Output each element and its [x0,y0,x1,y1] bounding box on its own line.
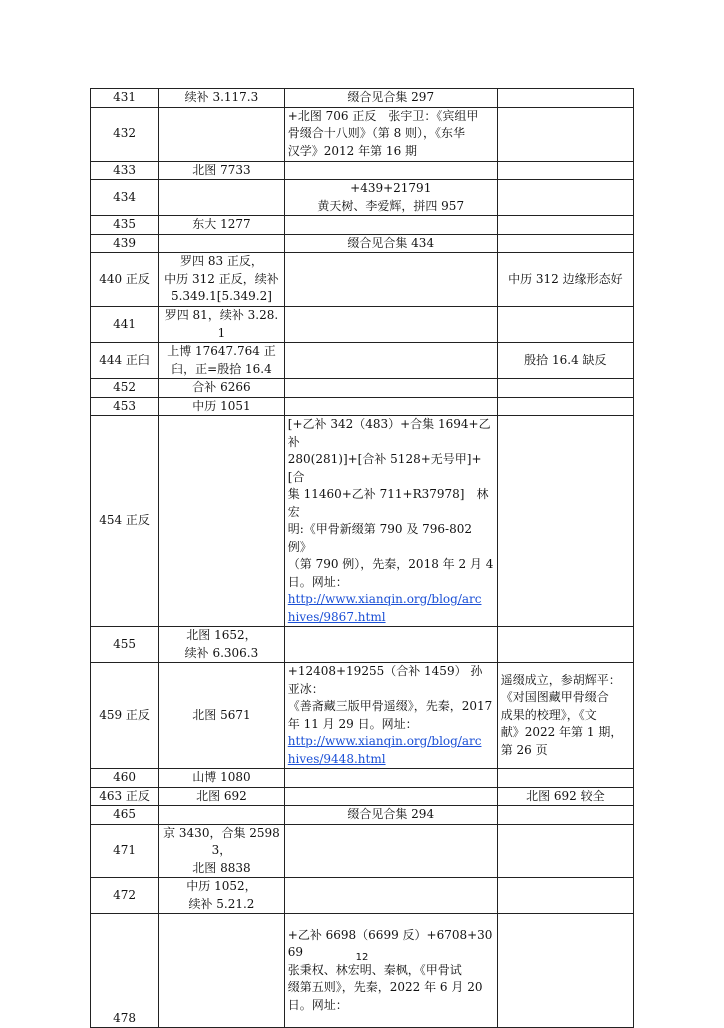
cell-note [497,180,633,216]
cell-number: 432 [91,107,159,161]
cell-number: 478 [91,914,159,1028]
cell-number: 471 [91,824,159,878]
cell-join-info-line: 张秉权、林宏明、秦枫，《甲骨试 [287,962,462,977]
cell-join-info-line: 缀合见合集 434 [347,235,435,250]
cell-join-info [284,397,497,416]
cell-source [159,180,285,216]
cell-source [159,253,285,307]
cell-join-info-line: 缀合见合集 294 [347,807,435,821]
cell-note [497,234,633,253]
cell-source [159,397,285,416]
cell-note [497,787,633,806]
cell-join-info [284,107,497,161]
cell-join-info [284,161,497,180]
cell-source-line: 续补 6.306.3 [184,645,259,660]
cell-source [159,89,285,108]
cell-source-line: 北图 8838 [192,860,251,875]
cell-note [497,824,633,878]
cell-note [497,416,633,627]
cell-note [497,806,633,825]
cell-source-line: 北图 692 [196,788,247,803]
table-body [91,89,634,1028]
table-row [91,806,634,825]
cell-join-info-line: [+乙补 342（483）+合集 1694+乙补 [287,417,491,449]
cell-join-info [284,787,497,806]
cell-source [159,343,285,379]
cell-number: 453 [91,397,159,416]
cell-join-info [284,307,497,343]
cell-join-info-line: +12408+19255（合补 1459） 孙亚冰： [287,664,483,696]
cell-source-line: 5.349.1[5.349.2] [170,289,272,304]
cell-join-info [284,89,497,108]
cell-join-info [284,824,497,878]
table-row [91,343,634,379]
cell-number: 460 [91,769,159,788]
table-row [91,769,634,788]
cell-note [497,307,633,343]
cell-join-info [284,878,497,914]
cell-source [159,234,285,253]
cell-note [497,253,633,307]
cell-join-info-line: （第 790 例），先秦，2018 年 2 月 4 [287,557,494,571]
cell-source [159,161,285,180]
cell-note-line: 北图 692 较全 [526,788,605,803]
document-table [90,88,634,1028]
cell-source-line: 山博 1080 [192,770,251,784]
cell-source [159,806,285,825]
cell-number: 441 [91,307,159,343]
cell-note [497,878,633,914]
table-row [91,107,634,161]
cell-join-info [284,769,497,788]
cell-source-line: 北图 5671 [192,707,251,722]
table-row [91,663,634,769]
page-number: 12 [355,952,369,963]
cell-join-info [284,914,497,1028]
cell-join-info [284,663,497,769]
table-row [91,180,634,216]
cell-number: 455 [91,627,159,663]
cell-note [497,379,633,398]
cell-note [497,216,633,235]
cell-source-line: 合补 6266 [192,380,251,394]
cell-note [497,627,633,663]
cell-number: 452 [91,379,159,398]
cell-number: 439 [91,234,159,253]
cell-join-info-line: 缀第五则》，先秦，2022 年 6 月 20 [287,980,483,995]
cell-note-line: 遥缀成立，参胡辉平： [500,672,621,687]
cell-source-line: 东大 1277 [192,217,251,231]
cell-source [159,307,285,343]
cell-source-line: 臼，正=殷拾 16.4 [171,361,272,376]
cell-note [497,107,633,161]
cell-source [159,416,285,627]
cell-number: 459 正反 [91,663,159,769]
cell-number: 472 [91,878,159,914]
cell-source-line: 京 3430，合集 25983， [163,825,280,857]
cell-join-info [284,806,497,825]
cell-source [159,663,285,769]
cell-join-info [284,234,497,253]
table-row [91,397,634,416]
cell-number: 434 [91,180,159,216]
cell-source-line: 续补 5.21.2 [188,896,255,911]
table-row [91,379,634,398]
cell-source [159,216,285,235]
cell-source [159,107,285,161]
cell-number: 440 正反 [91,253,159,307]
cell-source-line: 罗四 81，续补 3.28.1 [164,308,279,340]
cell-join-info-line: 280(281)]+[合补 5128+无号甲]+[合 [287,452,482,484]
cell-join-info [284,180,497,216]
url-link[interactable]: http://www.xianqin.org/blog/arc [287,592,482,606]
cell-note-line: 成果的校理》，《文 [500,707,597,722]
cell-number: 454 正反 [91,416,159,627]
cell-source-line: 罗四 83 正反， [180,254,263,269]
cell-source [159,787,285,806]
url-link[interactable]: http://www.xianqin.org/blog/arc [287,734,482,748]
cell-join-info-line: 集 11460+乙补 711+R37978] 林宏 [287,487,489,519]
cell-source [159,878,285,914]
cell-note [497,343,633,379]
cell-join-info-line: 年 11 月 29 日。网址： [287,716,418,731]
cell-note-line: 《对国图藏甲骨缀合 [500,690,609,705]
cell-join-info [284,627,497,663]
table-row [91,914,634,1028]
table-row [91,787,634,806]
cell-number: 433 [91,161,159,180]
cell-join-info-line: 骨缀合十八则》（第 8 则），《东华 [287,126,466,141]
url-link[interactable]: hives/9867.html [287,609,386,624]
cell-join-info [284,216,497,235]
cell-source-line: 上博 17647.764 正 [167,344,276,358]
cell-join-info [284,253,497,307]
cell-note-line: 殷拾 16.4 缺反 [524,352,607,367]
cell-source-line: 北图 1652， [186,628,257,642]
cell-join-info-line: +北图 706 正反 张宇卫：《宾组甲 [287,108,479,123]
cell-join-info-line: 明:《甲骨新缀第 790 及 796-802 例》 [287,522,473,554]
cell-number: 463 正反 [91,787,159,806]
cell-join-info [284,379,497,398]
url-link[interactable]: hives/9448.html [287,751,386,766]
table-row [91,627,634,663]
cell-join-info-line: 汉学》2012 年第 16 期 [287,143,418,158]
table-row [91,824,634,878]
table-row [91,234,634,253]
cell-note [497,89,633,108]
table-row [91,161,634,180]
cell-note [497,397,633,416]
cell-join-info-line: 日。网址： [287,574,348,589]
cell-join-info-line: +439+21791 [350,181,432,195]
table-row [91,216,634,235]
cell-join-info-line: 《善斋藏三版甲骨遥缀》，先秦，2017 [287,699,493,713]
cell-source [159,914,285,1028]
cell-source-line: 中历 312 正反，续补 [164,271,279,286]
table-row [91,307,634,343]
cell-source [159,627,285,663]
cell-join-info [284,416,497,627]
cell-note [497,161,633,180]
cell-source-line: 中历 1051 [192,398,251,413]
cell-join-info-line: 日。网址： [287,997,348,1012]
cell-note [497,769,633,788]
cell-source [159,379,285,398]
cell-source-line: 续补 3.117.3 [184,90,259,104]
cell-join-info [284,343,497,379]
cell-join-info-line: 缀合见合集 297 [347,90,435,104]
cell-note-line: 第 26 页 [500,742,548,757]
cell-note [497,914,633,1028]
table-row [91,416,634,627]
cell-note [497,663,633,769]
cell-join-info-line: 黄天树、李爱辉，拼四 957 [317,198,465,213]
cell-note-line: 中历 312 边缘形态好 [508,271,623,286]
cell-number: 465 [91,806,159,825]
cell-number: 435 [91,216,159,235]
cell-source [159,769,285,788]
cell-number: 431 [91,89,159,108]
table-row [91,253,634,307]
cell-source [159,824,285,878]
cell-note-line: 献》2022 年第 1 期， [500,725,623,740]
table-row [91,878,634,914]
cell-source-line: 北图 7733 [192,162,251,177]
cell-join-info-line: +乙补 6698（6699 反）+6708+3069 [287,927,493,960]
cell-source-line: 中历 1052， [186,879,257,893]
table-row [91,89,634,108]
cell-number: 444 正臼 [91,343,159,379]
